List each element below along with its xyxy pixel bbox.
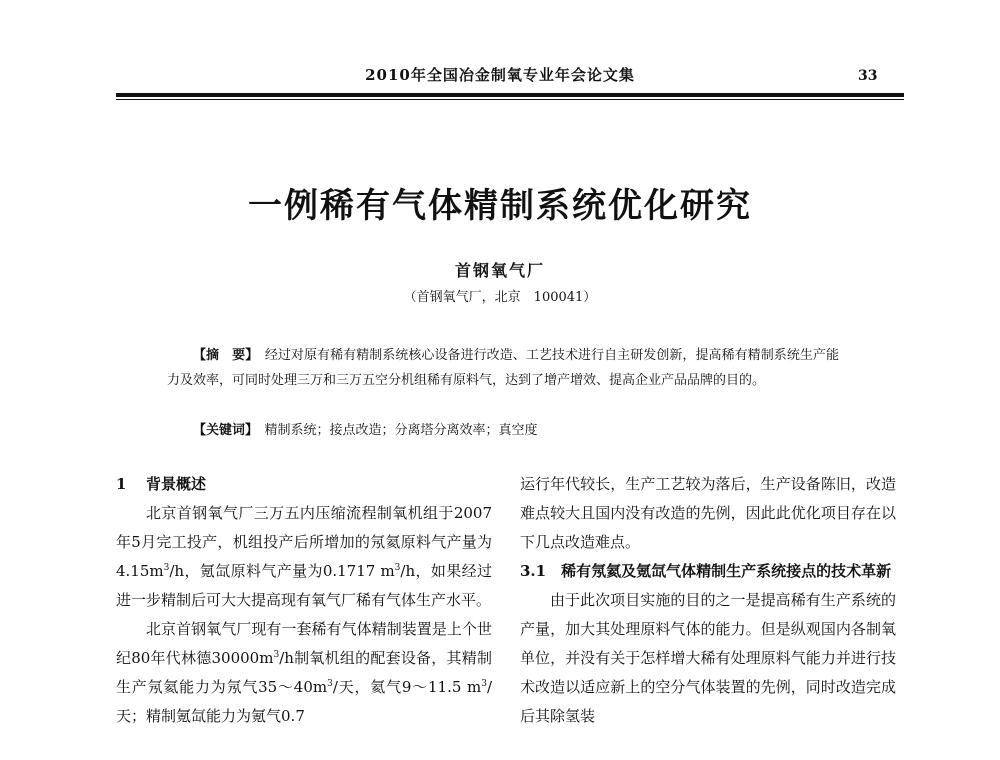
paragraph: 北京首钢氧气厂三万五内压缩流程制氧机组于2007年5月完工投产，机组投产后所增加的氖氦原料气产量为$4.15m^3/h$，氪氙原料气产量为0.1717 $m^3/h$，如果经过进一步精制后可大大提高现有氧气厂稀有气体生产水平。 — [116, 504, 492, 609]
paragraph: 运行年代较长，生产工艺较为落后，生产设备陈旧，改造难点较大且国内没有改造的先例，因此此优化项目存在以下几点改造难点。 — [520, 475, 896, 551]
section-heading-1 — [116, 470, 492, 499]
left-column — [116, 470, 492, 731]
subsection-title: 稀有氖氦及氪氙气体精制生产系统接点的技术革新 — [561, 562, 892, 580]
abstract — [167, 343, 839, 393]
paper-title: 一例稀有气体精制系统优化研究 — [248, 186, 752, 226]
subsection-heading-3-1 — [520, 557, 896, 586]
journal-header-title: 2010年全国冶金制氧专业年会论文集 — [365, 66, 635, 84]
abstract-label: 【摘 要】 — [193, 348, 252, 363]
paper-author: 首钢氧气厂 — [454, 261, 545, 280]
keywords-text: 精制系统；接点改造；分离塔分离效率；真空度 — [264, 423, 538, 438]
paragraph: 北京首钢氧气厂现有一套稀有气体精制装置是上个世纪80年代林德$30000m^3/h$制氧机组的配套设备，其精制生产氖氦能力为氖气$35\sim 40m^3/$天，氦气9～11.5 $m^3/$天；精制氪氙能力为氪气0.7 — [116, 620, 493, 725]
paper-affiliation: （首钢氧气厂，北京 100041） — [403, 290, 597, 305]
right-column — [520, 470, 896, 731]
header-rule-thick — [116, 93, 904, 97]
page-number: 33 — [858, 68, 878, 84]
abstract-text: 经过对原有稀有精制系统核心设备进行改造、工艺技术进行自主研发创新，提高稀有精制系统生产能力及效率，可同时处理三万和三万五空分机组稀有原料气，达到了增产增效、提高企业产品品牌的目的。 — [167, 348, 839, 388]
section-number: 1 — [116, 475, 127, 493]
keywords — [193, 418, 839, 443]
subsection-number: 3.1 — [520, 562, 547, 580]
section-title: 背景概述 — [146, 475, 207, 493]
keywords-label: 【关键词】 — [193, 423, 252, 438]
paragraph: 由于此次项目实施的目的之一是提高稀有生产系统的产量，加大其处理原料气体的能力。但是纵观国内各制氧单位，并没有关于怎样增大稀有处理原料气能力并进行技术改造以适应新上的空分气体装置的先例，同时改造完成后其除氢装 — [520, 591, 896, 725]
header-rule-thin — [116, 99, 904, 100]
